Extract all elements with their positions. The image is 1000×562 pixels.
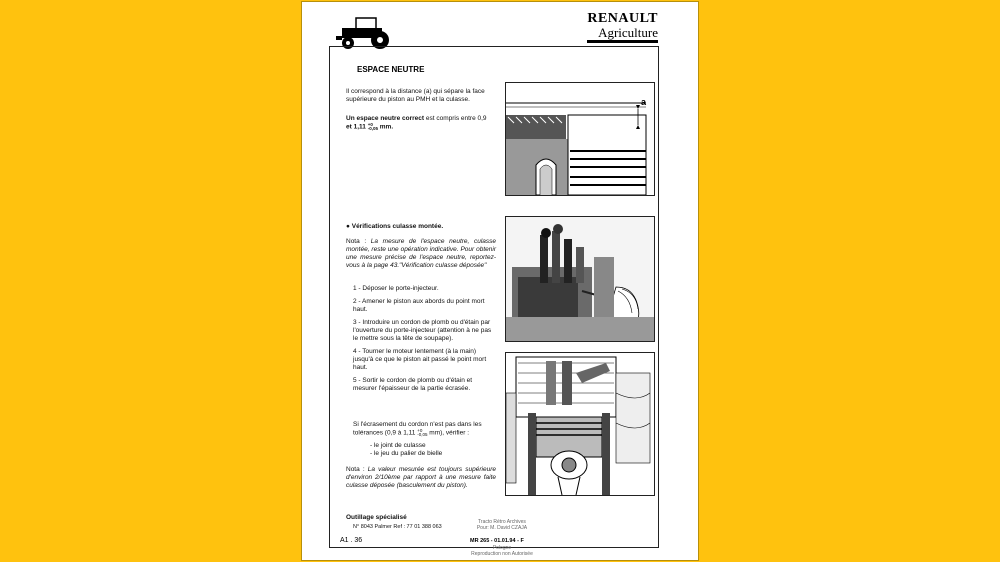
verification-heading: ● Vérifications culasse montée. [346, 223, 444, 230]
correct-space-line2: et 1,11 [346, 123, 366, 131]
correct-space-rest: est compris entre 0,9 [424, 115, 487, 122]
if-end: mm), vérifier : [427, 429, 470, 437]
logo-underline [587, 40, 658, 43]
correct-space-bold: Un espace neutre correct [346, 115, 425, 122]
step-1: 1 - Déposer le porte-injecteur. [353, 285, 439, 292]
watermark-line-3: Pologne [492, 545, 512, 551]
nota-label: Nota : [346, 238, 367, 245]
piston-diagram-icon [506, 83, 654, 195]
nota-block [346, 238, 496, 270]
tol-sup: +0 [367, 122, 373, 127]
watermark-line-4: Reproduction non Autorisée [471, 551, 533, 557]
check-2: - le jeu du palier de bielle [370, 450, 443, 457]
archive-watermark-bottom [452, 545, 552, 557]
correct-space-unit: mm. [377, 123, 394, 131]
correct-space-text [346, 115, 501, 132]
intro-text: Il correspond à la distance (a) qui sépare la face supérieure du piston au PMH et la culasse. [346, 88, 485, 103]
engine-section-icon [506, 353, 654, 495]
figure-measurement-photo [505, 216, 655, 342]
figure-engine-section [505, 352, 655, 496]
brand-name: RENAULT [587, 11, 658, 26]
if-sub: -0,05 [417, 432, 428, 437]
step-3: 3 - Introduire un cordon de plomb ou d'étain par l'ouverture du porte-injecteur (attention à ne pas le mettre sous la tête de soupape). [353, 319, 492, 342]
engine-photo-icon [506, 217, 654, 341]
steps-list [353, 285, 495, 398]
fig1-label-a: a [641, 97, 647, 107]
step-2: 2 - Amener le piston aux abords du point mort haut. [353, 298, 485, 313]
section-title: ESPACE NEUTRE [357, 65, 425, 74]
tol-sub: -0,05 [367, 126, 378, 131]
tooling-heading: Outillage spécialisé [346, 514, 407, 521]
nota2-label: Nota : [346, 466, 365, 473]
document-reference: MR 265 - 01.01.94 - F [470, 538, 524, 544]
figure-piston-clearance [505, 82, 655, 196]
step-5: 5 - Sortir le cordon de plomb ou d'étain et mesurer l'épaisseur de la partie écrasée. [353, 377, 473, 392]
nota2-block [346, 466, 496, 490]
nota2-text: La valeur mesurée est toujours supérieure d'environ 2/10ème par rapport à une mesure faite culasse déposée (basculement du piston). [346, 466, 496, 489]
document-page [302, 2, 698, 560]
archive-watermark [452, 519, 552, 531]
tolerance-check-text [353, 421, 495, 438]
page-number: A1 . 36 [340, 537, 363, 544]
if-text: Si l'écrasement du cordon n'est pas dans les tolérances (0,9 à 1,11 [353, 421, 482, 437]
checks-list [370, 442, 490, 458]
watermark-line-1: Tracto Rétro Archives [478, 519, 526, 525]
renault-logo [587, 12, 658, 43]
tractor-logo-icon [336, 16, 394, 50]
watermark-line-2: Pour: M. David CZAJA [476, 525, 528, 531]
nota-text: La mesure de l'espace neutre, culasse montée, reste une opération indicative. Pour obtenir une mesure précise de l'espace neutre, reportez-vous à la page 43."Vérification culasse déposée" [346, 238, 497, 269]
step-4: 4 - Tourner le moteur lentement (à la main) jusqu'à ce que le piston ait passé le point mort haut. [353, 348, 487, 371]
if-sup: +0 [417, 428, 423, 433]
tooling-item: N° 8043 Palmer Ref : 77 01 388 063 [353, 524, 442, 530]
check-1: - le joint de culasse [370, 442, 426, 449]
brand-division: Agriculture [598, 25, 658, 40]
